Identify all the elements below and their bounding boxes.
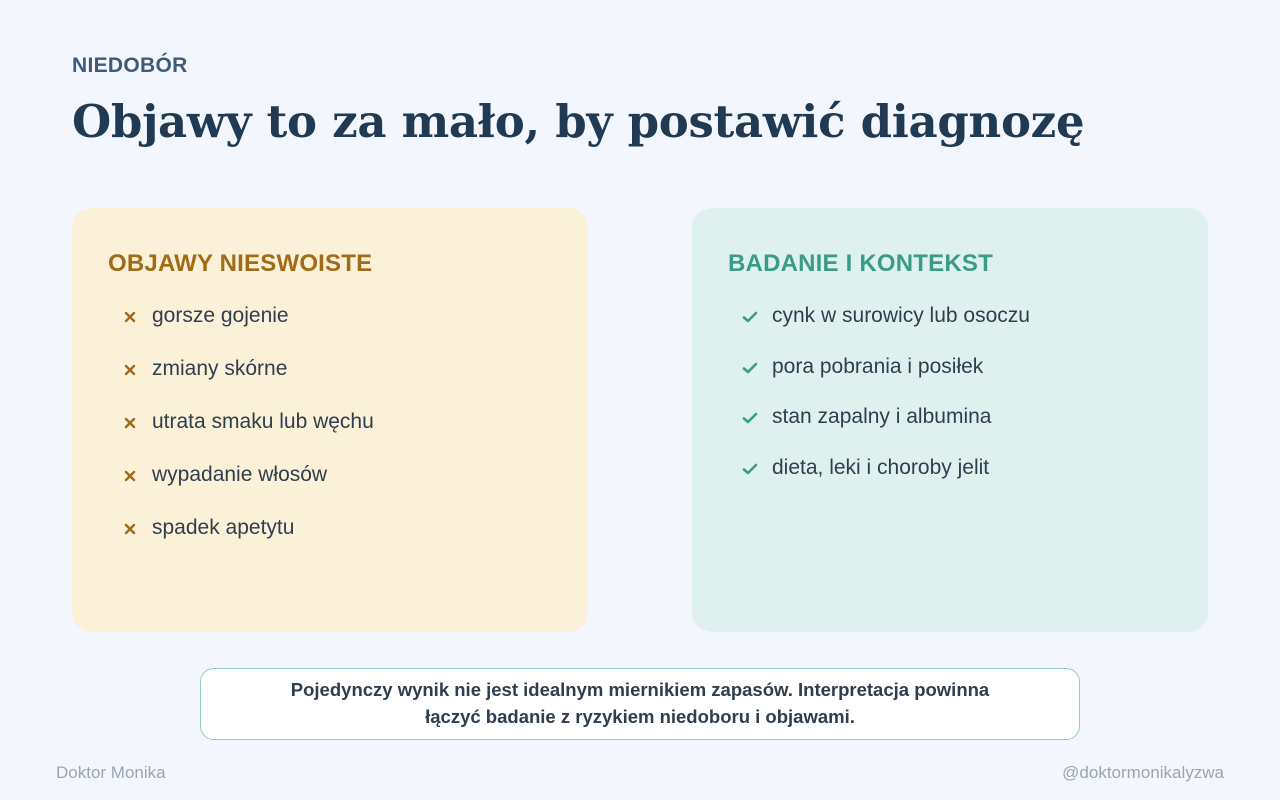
section-eyebrow: NIEDOBÓR: [72, 54, 188, 77]
list-item-label: dieta, leki i choroby jelit: [772, 455, 990, 479]
list-item: [108, 357, 552, 410]
cross-icon: [108, 463, 152, 489]
card-heading: BADANIE I KONTEKST: [728, 250, 993, 277]
cross-icon: [108, 357, 152, 383]
cross-icon: [108, 410, 152, 436]
check-icon: [728, 405, 772, 431]
list-item-label: pora pobrania i posiłek: [772, 354, 984, 378]
check-icon: [728, 355, 772, 381]
list-item-label: cynk w surowicy lub osoczu: [772, 304, 1030, 327]
footer-author: Doktor Monika: [56, 763, 166, 782]
note-line: Pojedynczy wynik nie jest idealnym miernikiem zapasów. Interpretacja powinna: [290, 679, 990, 701]
list-item: [728, 456, 1172, 507]
symptom-list: [108, 304, 552, 569]
list-item: [108, 304, 552, 357]
note-line: łączyć badanie z ryzykiem niedoboru i objawami.: [425, 706, 855, 727]
list-item: [728, 355, 1172, 406]
list-item-label: stan zapalny i albumina: [772, 405, 992, 428]
list-item: [108, 463, 552, 516]
list-item-label: utrata smaku lub węchu: [152, 410, 374, 433]
list-item: [108, 516, 552, 569]
note-text: [291, 677, 989, 731]
card-symptoms: [72, 208, 588, 632]
list-item: [108, 410, 552, 463]
list-item-label: gorsze gojenie: [152, 304, 289, 327]
testing-list: [728, 304, 1172, 506]
footer-handle: @doktormonikalyzwa: [1062, 763, 1224, 782]
check-icon: [728, 456, 772, 482]
card-heading: OBJAWY NIESWOISTE: [108, 250, 373, 277]
list-item: [728, 405, 1172, 456]
cross-icon: [108, 304, 152, 330]
summary-note: [200, 668, 1080, 740]
cross-icon: [108, 516, 152, 542]
list-item-label: wypadanie włosów: [152, 463, 328, 486]
list-item-label: spadek apetytu: [152, 516, 295, 539]
check-icon: [728, 304, 772, 330]
card-testing: [692, 208, 1208, 632]
list-item-label: zmiany skórne: [152, 357, 288, 380]
list-item: [728, 304, 1172, 355]
page-title: Objawy to za mało, by postawić diagnozę: [72, 95, 1085, 148]
